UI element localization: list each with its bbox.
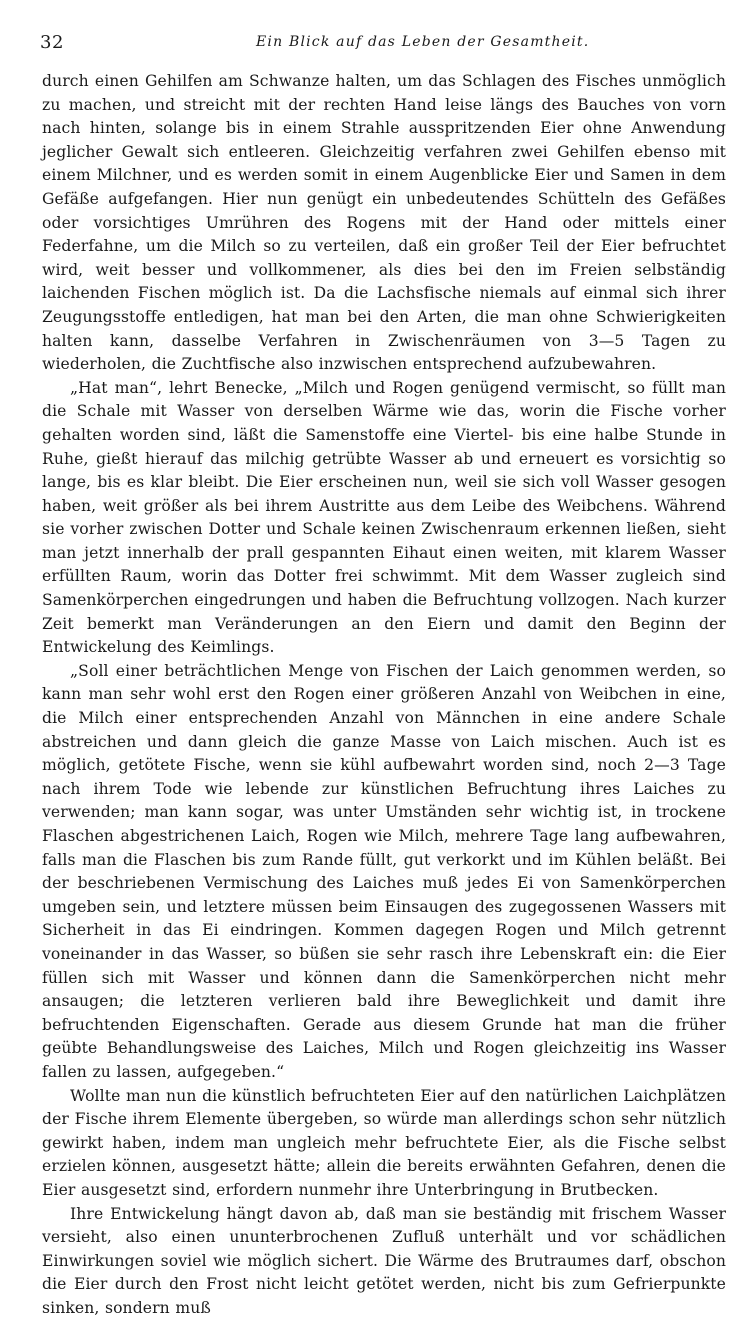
paragraph-3: „Soll einer beträchtlichen Menge von Fischen der Laich genommen werden, so kann man sehr wohl erst den Rogen einer größeren Anzahl von Weibchen in eine, die Milch einer entsprechenden Anzahl von Männchen in eine andere Schale abstreichen und dann gleich die ganze Masse von Laich mischen. Auch ist es möglich, getötete Fische, wenn sie kühl aufbewahrt worden sind, noch 2—3 Tage nach ihrem Tode wie lebende zur künstlichen Befruchtung ihres Laiches zu verwenden; man kann sogar, was unter Umständen sehr wichtig ist, in trockene Flaschen abgestrichenen Laich, Rogen wie Milch, mehrere Tage lang aufbewahren, falls man die Flaschen bis zum Rande füllt, gut verkorkt und im Kühlen beläßt. Bei der beschriebenen Vermischung des Laiches muß jedes Ei von Samenkörperchen umgeben sein, und letztere müssen beim Einsaugen des zugegossenen Wassers mit Sicherheit in das Ei eindringen. Kommen dagegen Rogen und Milch getrennt voneinander in das Wasser, so büßen sie sehr rasch ihre Lebenskraft ein: die Eier füllen sich mit Wasser und können dann die Samenkörperchen nicht mehr ansaugen; die letzteren verlieren bald ihre Beweglichkeit und damit ihre befruchtenden Eigenschaften. Gerade aus diesem Grunde hat man die früher geübte Behandlungsweise des Laiches, Milch und Rogen gleichzeitig ins Wasser fallen zu lassen, aufgegeben.“ <box>42 660 726 1085</box>
page-number: 32 <box>40 32 64 53</box>
paragraph-5: Ihre Entwickelung hängt davon ab, daß man sie beständig mit frischem Wasser versieht, also einen ununterbrochenen Zufluß unterhält und vor schädlichen Einwirkungen soviel wie möglich sichert. Die Wärme des Brutraumes darf, obschon die Eier durch den Frost nicht leicht getötet werden, nicht bis zum Gefrierpunkte sinken, sondern muß <box>42 1203 726 1320</box>
paragraph-2: „Hat man“, lehrt Benecke, „Milch und Rogen genügend vermischt, so füllt man die Schale mit Wasser von derselben Wärme wie das, worin die Fische vorher gehalten worden sind, läßt die Samenstoffe eine Viertel- bis eine halbe Stunde in Ruhe, gießt hierauf das milchig getrübte Wasser ab und erneuert es vorsichtig so lange, bis es klar bleibt. Die Eier erscheinen nun, weil sie sich voll Wasser gesogen haben, weit größer als bei ihrem Austritte aus dem Leibe des Weibchens. Während sie vorher zwischen Dotter und Schale keinen Zwischenraum erkennen ließen, sieht man jetzt innerhalb der prall gespannten Eihaut einen weiten, mit klarem Wasser erfüllten Raum, worin das Dotter frei schwimmt. Mit dem Wasser zugleich sind Samenkörperchen eingedrungen und haben die Befruchtung vollzogen. Nach kurzer Zeit bemerkt man Veränderungen an den Eiern und damit den Beginn der Entwickelung des Keimlings. <box>42 377 726 660</box>
page-header <box>36 28 720 58</box>
body-text <box>42 70 726 1320</box>
paragraph-4: Wollte man nun die künstlich befruchteten Eier auf den natürlichen Laichplätzen der Fische ihrem Elemente übergeben, so würde man allerdings schon sehr nützlich gewirkt haben, indem man ungleich mehr befruchtete Eier, als die Fische selbst erzielen können, ausgesetzt hätte; allein die bereits erwähnten Gefahren, denen die Eier ausgesetzt sind, erfordern nunmehr ihre Unterbringung in Brutbecken. <box>42 1085 726 1203</box>
running-title: Ein Blick auf das Leben der Gesamtheit. <box>256 34 589 50</box>
paragraph-1: durch einen Gehilfen am Schwanze halten, um das Schlagen des Fisches unmöglich zu machen, und streicht mit der rechten Hand leise längs des Bauches von vorn nach hinten, solange bis in einem Strahle ausspritzenden Eier ohne Anwendung jeglicher Gewalt sich entleeren. Gleichzeitig verfahren zwei Gehilfen ebenso mit einem Milchner, und es werden somit in einem Augenblicke Eier und Samen in dem Gefäße aufgefangen. Hier nun genügt ein unbedeutendes Schütteln des Gefäßes oder vorsichtiges Umrühren des Rogens mit der Hand oder mittels einer Federfahne, um die Milch so zu verteilen, daß ein großer Teil der Eier befruchtet wird, weit besser und vollkommener, als dies bei den im Freien selbständig laichenden Fischen möglich ist. Da die Lachsfische niemals auf einmal sich ihrer Zeugungsstoffe entledigen, hat man bei den Arten, die man ohne Schwierigkeiten halten kann, dasselbe Verfahren in Zwischenräumen von 3—5 Tagen zu wiederholen, die Zuchtfische also inzwischen entsprechend aufzubewahren. <box>42 70 726 377</box>
